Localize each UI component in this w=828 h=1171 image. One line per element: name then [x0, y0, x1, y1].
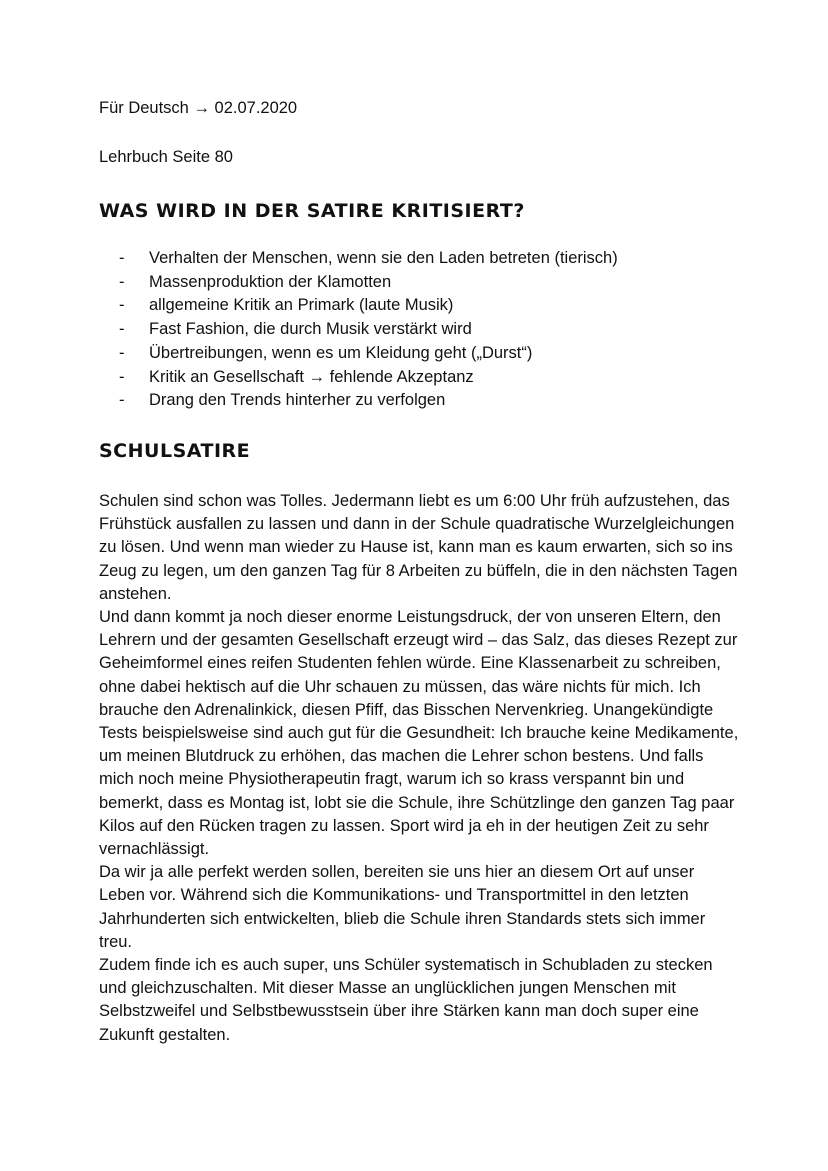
bullet-dash: - [119, 367, 125, 386]
list-item-text: Massenproduktion der Klamotten [149, 272, 392, 291]
list-item-text: Kritik an Gesellschaft → fehlende Akzeptanz [149, 367, 474, 386]
list-item [119, 247, 719, 271]
bullet-dash: - [119, 320, 125, 339]
list-item [119, 271, 719, 295]
list-item [119, 294, 719, 318]
subject-date-line: Für Deutsch → 02.07.2020 [99, 99, 298, 117]
list-item-text: allgemeine Kritik an Primark (laute Musik) [149, 296, 454, 315]
bullet-dash: - [119, 391, 125, 410]
satire-essay [99, 490, 739, 1047]
textbook-reference: Lehrbuch Seite 80 [99, 148, 233, 166]
essay-paragraph: Und dann kommt ja noch dieser enorme Leistungsdruck, der von unseren Eltern, den Lehrern und der gesamten Gesellschaft erzeugt wird – das Salz, das dieses Rezept zur Geheimformel eines reifen Studenten fehlen würde. Eine Klassenarbeit zu schreiben, ohne dabei hektisch auf die Uhr schauen zu müssen, das wäre nichts für mich. Ich brauche den Adrenalinkick, diesen Pfiff, das Bisschen Nervenkrieg. Unangekündigte Tests beispielsweise sind auch gut für die Gesundheit: Ich brauche keine Medikamente, um meinen Blutdruck zu erhöhen, das machen die Lehrer schon bestens. Und falls mich noch meine Physiotherapeutin fragt, warum ich so krass verspannt bin und bemerkt, dass es Montag ist, lobt sie die Schule, ihre Schützlinge den ganzen Tag paar Kilos auf den Rücken tragen zu lassen. Sport wird ja eh in der heutigen Zeit zu sehr vernachlässigt. [99, 608, 739, 859]
list-item-text: Drang den Trends hinterher zu verfolgen [149, 391, 446, 410]
essay-paragraph: Zudem finde ich es auch super, uns Schüler systematisch in Schubladen zu stecken und gleichzuschalten. Mit dieser Masse an unglücklichen jungen Menschen mit Selbstzweifel und Selbstbewusstsein über ihre Stärken kann man doch super eine Zukunft gestalten. [99, 956, 713, 1044]
list-item [119, 318, 719, 342]
bullet-dash: - [119, 296, 125, 315]
section-heading-school-satire: SCHULSATIRE [99, 440, 251, 462]
criticism-list [119, 247, 719, 413]
bullet-dash: - [119, 272, 125, 291]
list-item [119, 342, 719, 366]
section-heading-criticism: WAS WIRD IN DER SATIRE KRITISIERT? [99, 200, 525, 222]
list-item-text: Übertreibungen, wenn es um Kleidung geht („Durst“) [149, 343, 533, 362]
essay-paragraph: Schulen sind schon was Tolles. Jedermann liebt es um 6:00 Uhr früh aufzustehen, das Frühstück ausfallen zu lassen und dann in der Schule quadratische Wurzelgleichungen zu lösen. Und wenn man wieder zu Hause ist, kann man es kaum erwarten, sich so ins Zeug zu legen, um den ganzen Tag für 8 Arbeiten zu büffeln, die in den nächsten Tagen anstehen. [99, 492, 738, 603]
bullet-dash: - [119, 249, 125, 267]
list-item-text: Fast Fashion, die durch Musik verstärkt wird [149, 320, 472, 339]
list-item-text: Verhalten der Menschen, wenn sie den Laden betreten (tierisch) [149, 249, 618, 267]
bullet-dash: - [119, 343, 125, 362]
essay-paragraph: Da wir ja alle perfekt werden sollen, bereiten sie uns hier an diesem Ort auf unser Leben vor. Während sich die Kommunikations- und Transportmittel in den letzten Jahrhunderten sich entwickelten, blieb die Schule ihren Standards stets sich immer treu. [99, 863, 706, 951]
list-item [119, 366, 719, 390]
list-item [119, 389, 719, 413]
